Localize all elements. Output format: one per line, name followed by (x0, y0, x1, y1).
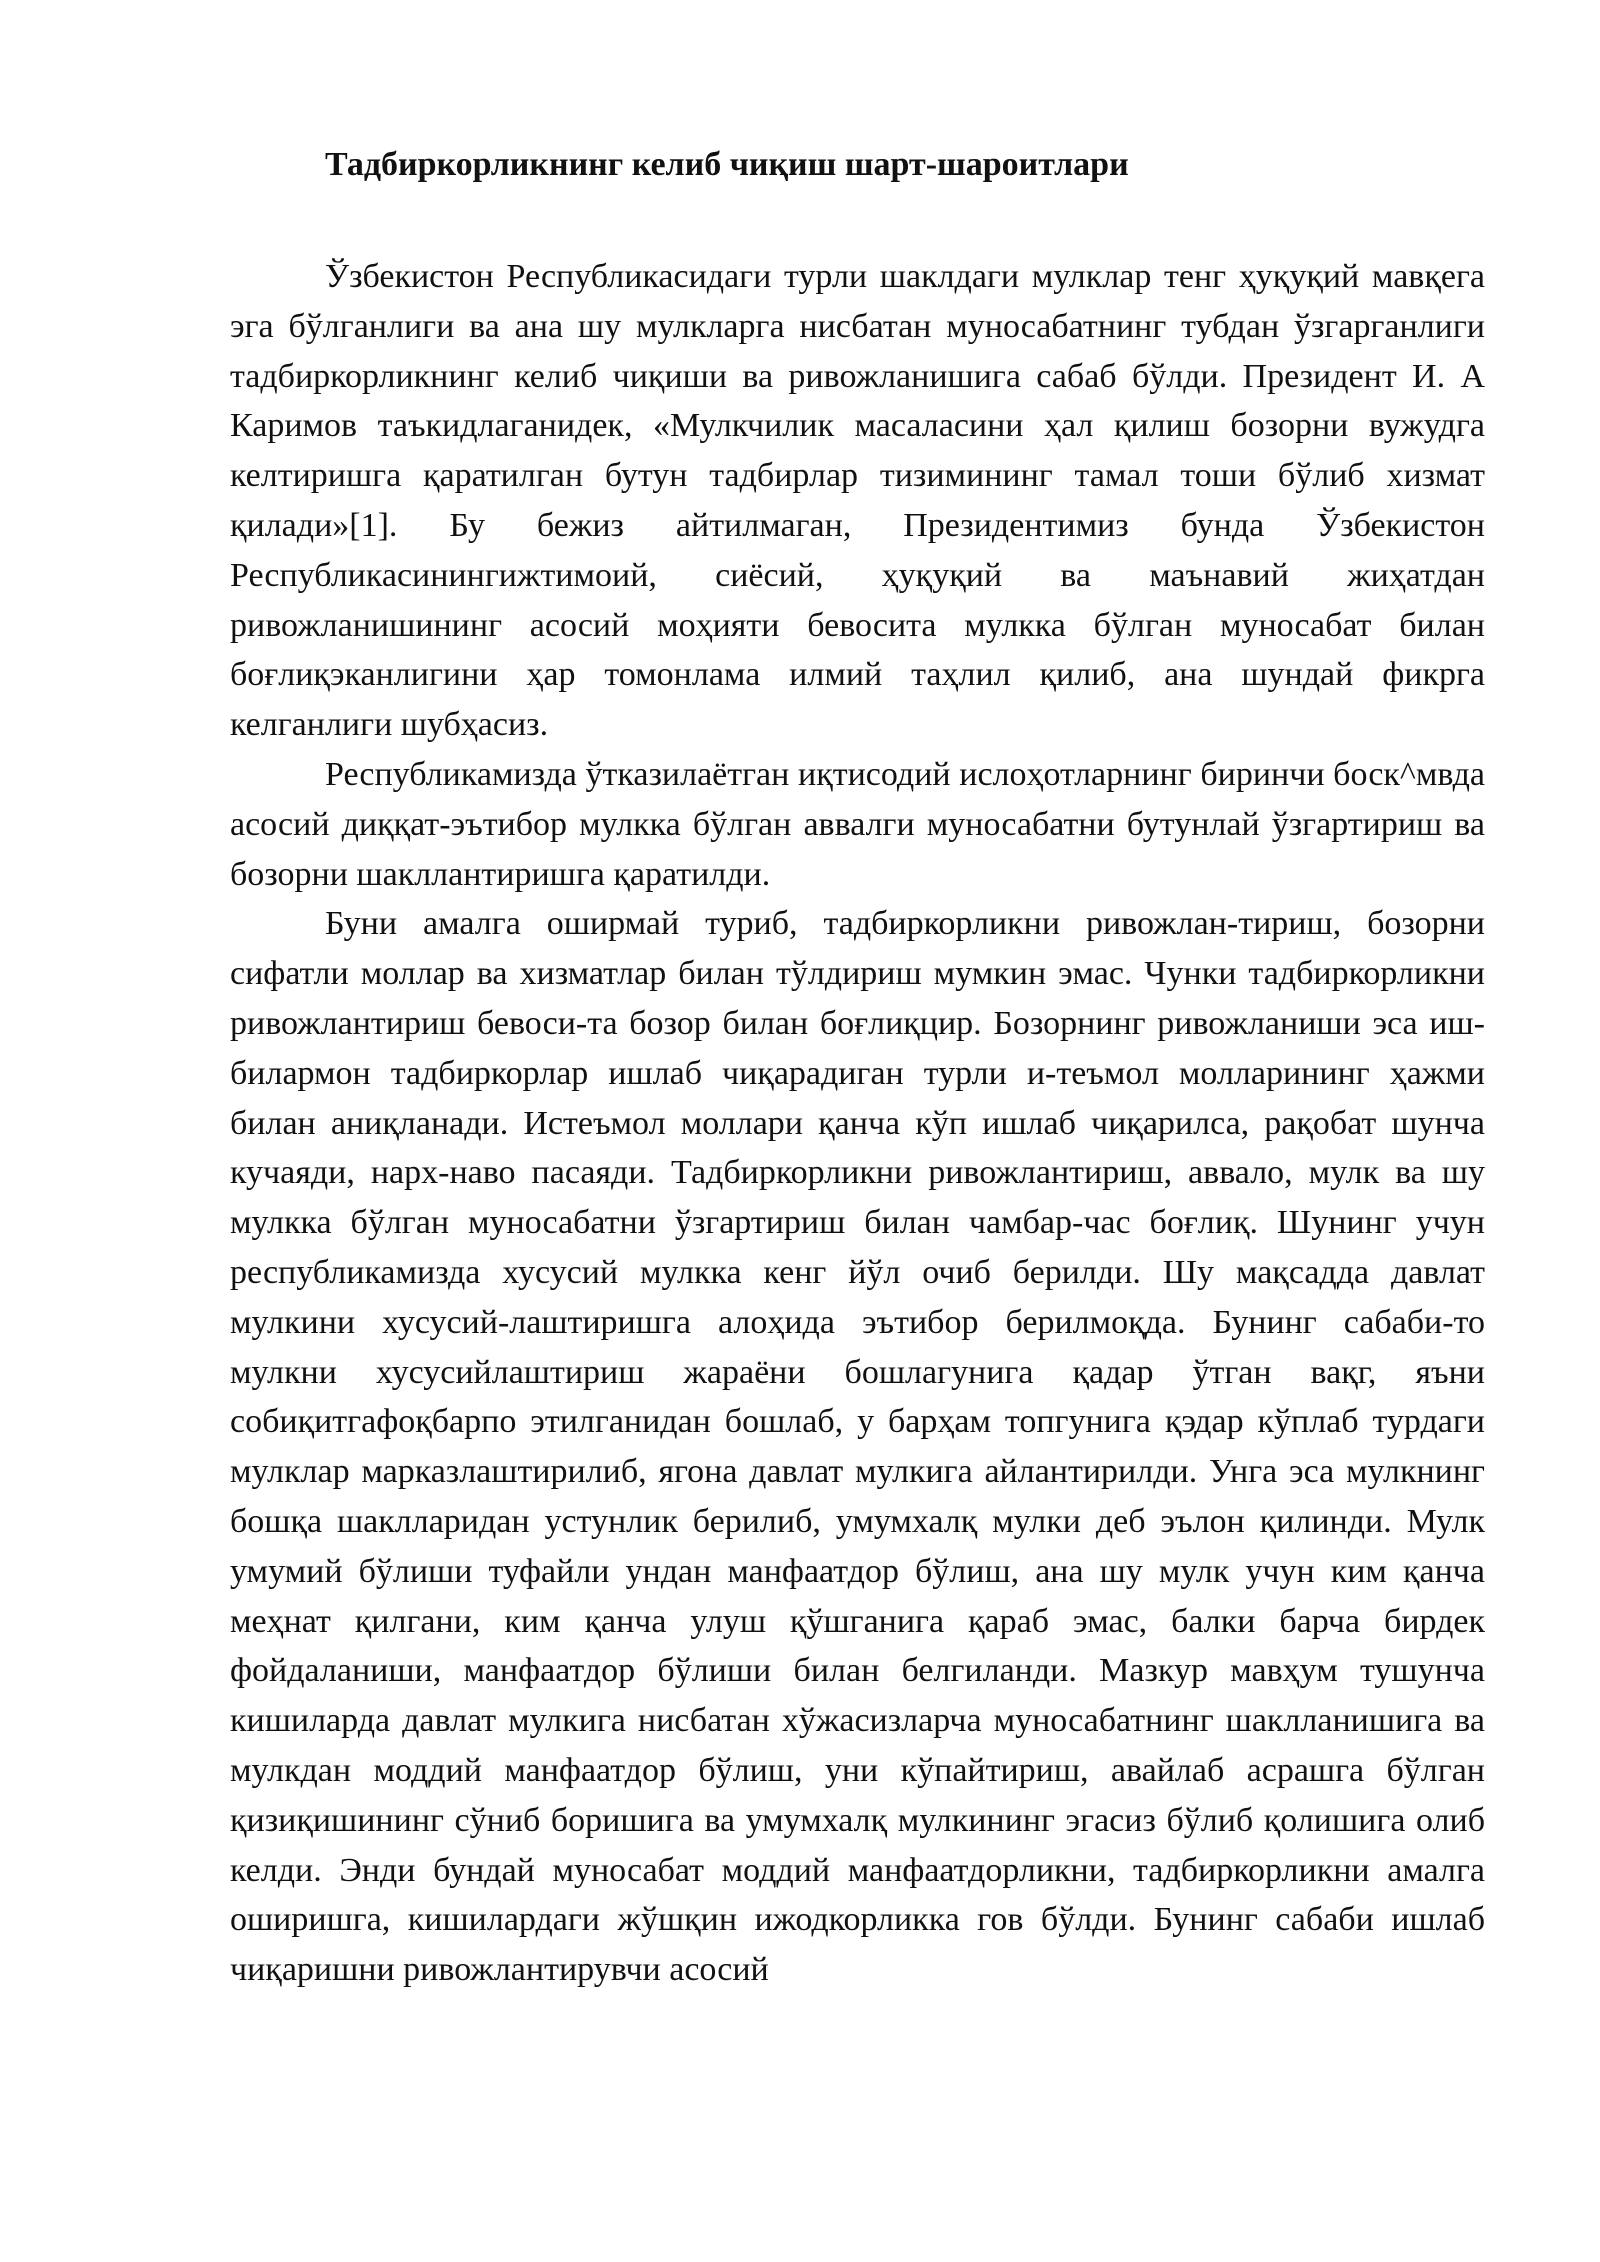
paragraph-2: Республикамизда ўтказилаётган иқтисодий ислоҳотларнинг биринчи боск^мвда асосий диққат-эътибор мулкка бўлган аввалги муносабатни бутунлай ўзгартириш ва бозорни шакллантиришга қаратилди. (230, 755, 1485, 893)
paragraph-3: Буни амалга оширмай туриб, тадбиркорликни ривожлан-тириш, бозорни сифатли моллар ва хизматлар билан тўлдириш мумкин эмас. Чунки тадбиркорликни ривожлантириш бевоси-та бозор билан боғлиқцир. Бозорнинг ривожланиши эса иш-билармон тадбиркорлар ишлаб чиқарадиган турли и-теъмол молларининг ҳажми билан аниқланади. Истеъмол моллари қанча кўп ишлаб чиқарилса, рақобат шунча кучаяди, нарх-наво пасаяди. Тадбиркорликни ривожлантириш, аввало, мулк ва шу мулкка бўлган муносабатни ўзгартириш билан чамбар-час боғлиқ. Шунинг учун республикамизда хусусий мулкка кенг йўл очиб берилди. Шу мақсадда давлат мулкини хусусий-лаштиришга алоҳида эътибор берилмоқда. Бунинг сабаби-то мулкни хусусийлаштириш жараёни бошлагунига қадар ўтган вақг, яъни собиқитгафоқбарпо этилганидан бошлаб, у барҳам топгунига қэдар кўплаб турдаги мулклар марказлаштирилиб, ягона давлат мулкига айлантирилди. Унга эса мулкнинг бошқа шаклларидан устунлик берилиб, умумхалқ мулки деб эълон қилинди. Мулк умумий бўлиши туфайли ундан манфаатдор бўлиш, ана шу мулк учун ким қанча меҳнат қилгани, ким қанча улуш қўшганига қараб эмас, балки барча бирдек фойдаланиши, манфаатдор бўлиши билан белгиланди. Мазкур мавҳум тушунча кишиларда давлат мулкига нисбатан хўжасизларча муносабатнинг шаклланишига ва мулкдан моддий манфаатдор бўлиш, уни кўпайтириш, авайлаб асрашга бўлган қизиқишининг сўниб боришига ва умумхалқ мулкининг эгасиз бўлиб қолишига олиб келди. Энди бундай муносабат моддий манфаатдорликни, тадбиркорликни амалга оширишга, кишилардаги жўшқин ижодкорликка гов бўлди. Бунинг сабаби ишлаб чиқаришни ривожлантирувчи асосий (230, 905, 1485, 1989)
document-page (230, 140, 1485, 1995)
paragraph-1: Ўзбекистон Республикасидаги турли шаклдаги мулклар тенг ҳуқуқий мавқега эга бўлганлиги ва ана шу мулкларга нисбатан муносабатнинг тубдан ўзгарганлиги тадбиркорликнинг келиб чиқиши ва ривожланишига сабаб бўлди. Президент И. А Каримов таъкидлаганидек, «Мулкчилик масаласини ҳал қилиш бозорни вужудга келтиришга қаратилган бутун тадбирлар тизимининг тамал тоши бўлиб хизмат қилади»[1]. Бу бежиз айтилмаган, Президентимиз бунда Ўзбекистон Республикасинингижтимоий, сиёсий, ҳуқуқий ва маънавий жиҳатдан ривожланишининг асосий моҳияти бевосита мулкка бўлган муносабат билан боғлиқэканлигини ҳар томонлама илмий таҳлил қилиб, ана шундай фикрга келганлиги шубҳасиз. (230, 258, 1485, 744)
document-title: Тадбиркорликнинг келиб чиқиш шарт-шароитлари (325, 146, 1129, 183)
